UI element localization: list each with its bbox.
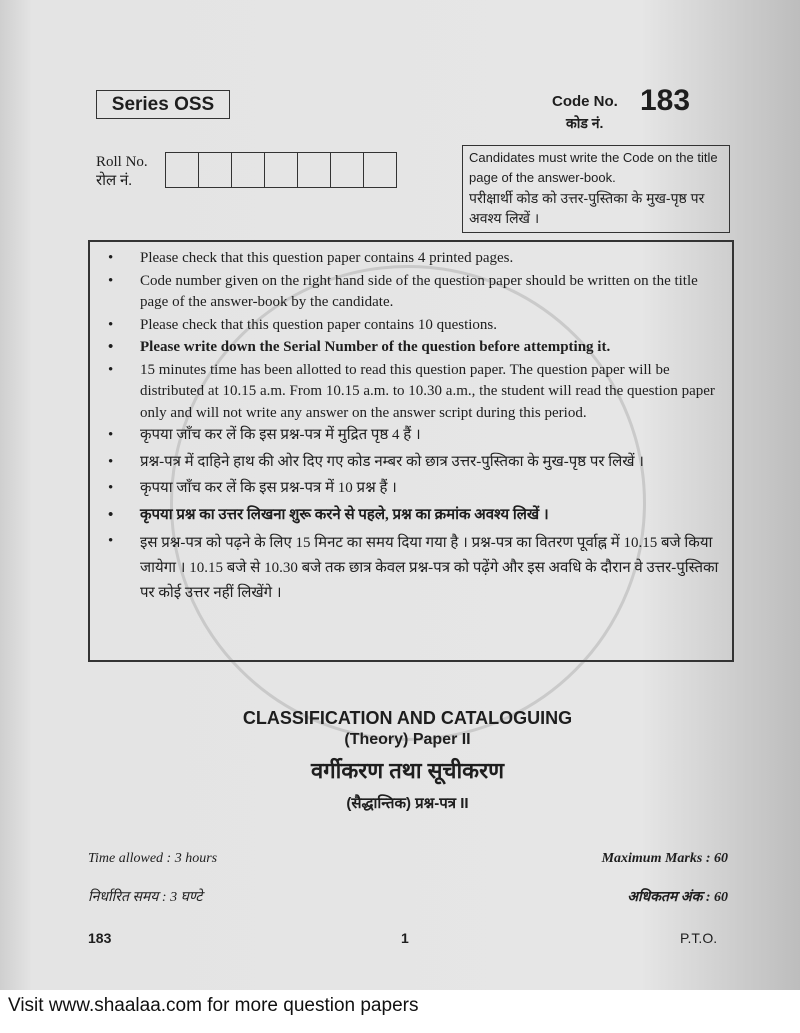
pto: P.T.O. [680,930,718,946]
instruction-text: प्रश्न-पत्र में दाहिने हाथ की ओर दिए गए कोड नम्बर को छात्र उत्तर-पुस्तिका के मुख-पृष्ठ पर लिखें । [140,453,644,470]
series-box: Series OSS [96,90,230,119]
code-label-hindi: कोड नं. [566,115,604,131]
candidate-note-en: Candidates must write the Code on the title page of the answer-book. [469,150,718,185]
instruction-item: • कृपया जाँच कर लें कि इस प्रश्न-पत्र में 10 प्रश्न हैं । [108,478,722,500]
subject-title-hindi: वर्गीकरण तथा सूचीकरण [311,758,504,783]
instruction-text: Please write down the Serial Number of the question before attempting it. [140,339,611,355]
instruction-text: Please check that this question paper contains 10 questions. [140,316,498,333]
instruction-text: कृपया जाँच कर लें कि इस प्रश्न-पत्र में मुद्रित पृष्ठ 4 हैं । [140,427,421,443]
footer-code: 183 [88,930,112,946]
candidate-note-box [462,145,730,233]
instruction-item: • प्रश्न-पत्र में दाहिने हाथ की ओर दिए गए कोड नम्बर को छात्र उत्तर-पुस्तिका के मुख-पृष्ठ पर लिखें । [108,452,722,474]
roll-box [232,153,265,187]
code-number: 183 [640,84,691,117]
instruction-item: • Code number given on the right hand side of the question paper should be written on the title page of the answer-book by the candidate. [108,271,722,314]
instruction-item: • कृपया प्रश्न का उत्तर लिखना शुरू करने से पहले, प्रश्न का क्रमांक अवश्य लिखें । [108,505,722,527]
maximum-marks-hindi: अधिकतम अंक : 60 [627,890,728,905]
instruction-text: 15 minutes time has been allotted to read this question paper. The question paper will be distributed at 10.15 a.m. From 10.15 a.m. to 10.30 a.m., the student will read the question paper only and will not write any answer on the answer script during this period. [140,361,715,421]
time-allowed: Time allowed : 3 hours [88,851,218,866]
roll-label [96,153,148,191]
roll-label-en: Roll No. [96,154,148,170]
roll-box [331,153,364,187]
code-label: Code No. [552,93,618,110]
subject-title: CLASSIFICATION AND CATALOGUING [242,708,573,728]
instruction-item: • Please check that this question paper contains 4 printed pages. [108,248,722,270]
instruction-text: कृपया प्रश्न का उत्तर लिखना शुरू करने से पहले, प्रश्न का क्रमांक अवश्य लिखें । [140,506,549,523]
page-number: 1 [401,930,409,946]
instruction-item: • 15 minutes time has been allotted to read this question paper. The question paper will be distributed at 10.15 a.m. From 10.15 a.m. to 10.30 a.m., the student will read the question paper only and will not write any answer on the answer script during this period. [108,360,722,425]
instruction-item: • Please check that this question paper contains 10 questions. [108,315,722,337]
instruction-item: • इस प्रश्न-पत्र को पढ़ने के लिए 15 मिनट का समय दिया गया है । प्रश्न-पत्र का वितरण पूर्वाह्न में 10.15 बजे किया जायेगा । 10.15 बजे से 10.30 बजे तक छात्र केवल प्रश्न-पत्र को पढ़ेंगे और इस अवधि के दौरान वे उत्तर-पुस्तिका पर कोई उत्तर नहीं लिखेंगे । [108,531,722,606]
roll-box [199,153,232,187]
visit-banner: Visit www.shaalaa.com for more question papers [8,995,419,1016]
maximum-marks: Maximum Marks : 60 [601,851,728,866]
roll-box [298,153,331,187]
paper-subtitle: (Theory) Paper II [344,731,471,748]
roll-box [364,153,396,187]
roll-label-hi: रोल नं. [96,173,133,189]
instructions-box [88,240,734,662]
roll-number-boxes [165,152,397,188]
paper-subtitle-hindi: (सैद्धान्तिक) प्रश्न-पत्र II [346,795,469,812]
instruction-text: इस प्रश्न-पत्र को पढ़ने के लिए 15 मिनट का समय दिया गया है । प्रश्न-पत्र का वितरण पूर्वाह्न में 10.15 बजे किया जायेगा । 10.15 बजे से 10.30 बजे तक छात्र केवल प्रश्न-पत्र को पढ़ेंगे और इस अवधि के दौरान वे उत्तर-पुस्तिका पर कोई उत्तर नहीं लिखेंगे । [140,535,719,601]
instruction-item: • Please write down the Serial Number of the question before attempting it. [108,337,722,359]
instruction-text: Code number given on the right hand side of the question paper should be written on the title page of the answer-book by the candidate. [140,272,698,310]
instruction-text: कृपया जाँच कर लें कि इस प्रश्न-पत्र में 10 प्रश्न हैं । [140,480,397,496]
candidate-note-hi: परीक्षार्थी कोड को उत्तर-पुस्तिका के मुख-पृष्ठ पर अवश्य लिखें । [469,190,705,226]
paper-title [0,708,800,813]
time-allowed-hindi: निर्धारित समय : 3 घण्टे [88,890,203,905]
instruction-item: • कृपया जाँच कर लें कि इस प्रश्न-पत्र में मुद्रित पृष्ठ 4 हैं । [108,425,722,447]
roll-box [265,153,298,187]
instruction-text: Please check that this question paper contains 4 printed pages. [140,250,514,266]
roll-box [166,153,199,187]
